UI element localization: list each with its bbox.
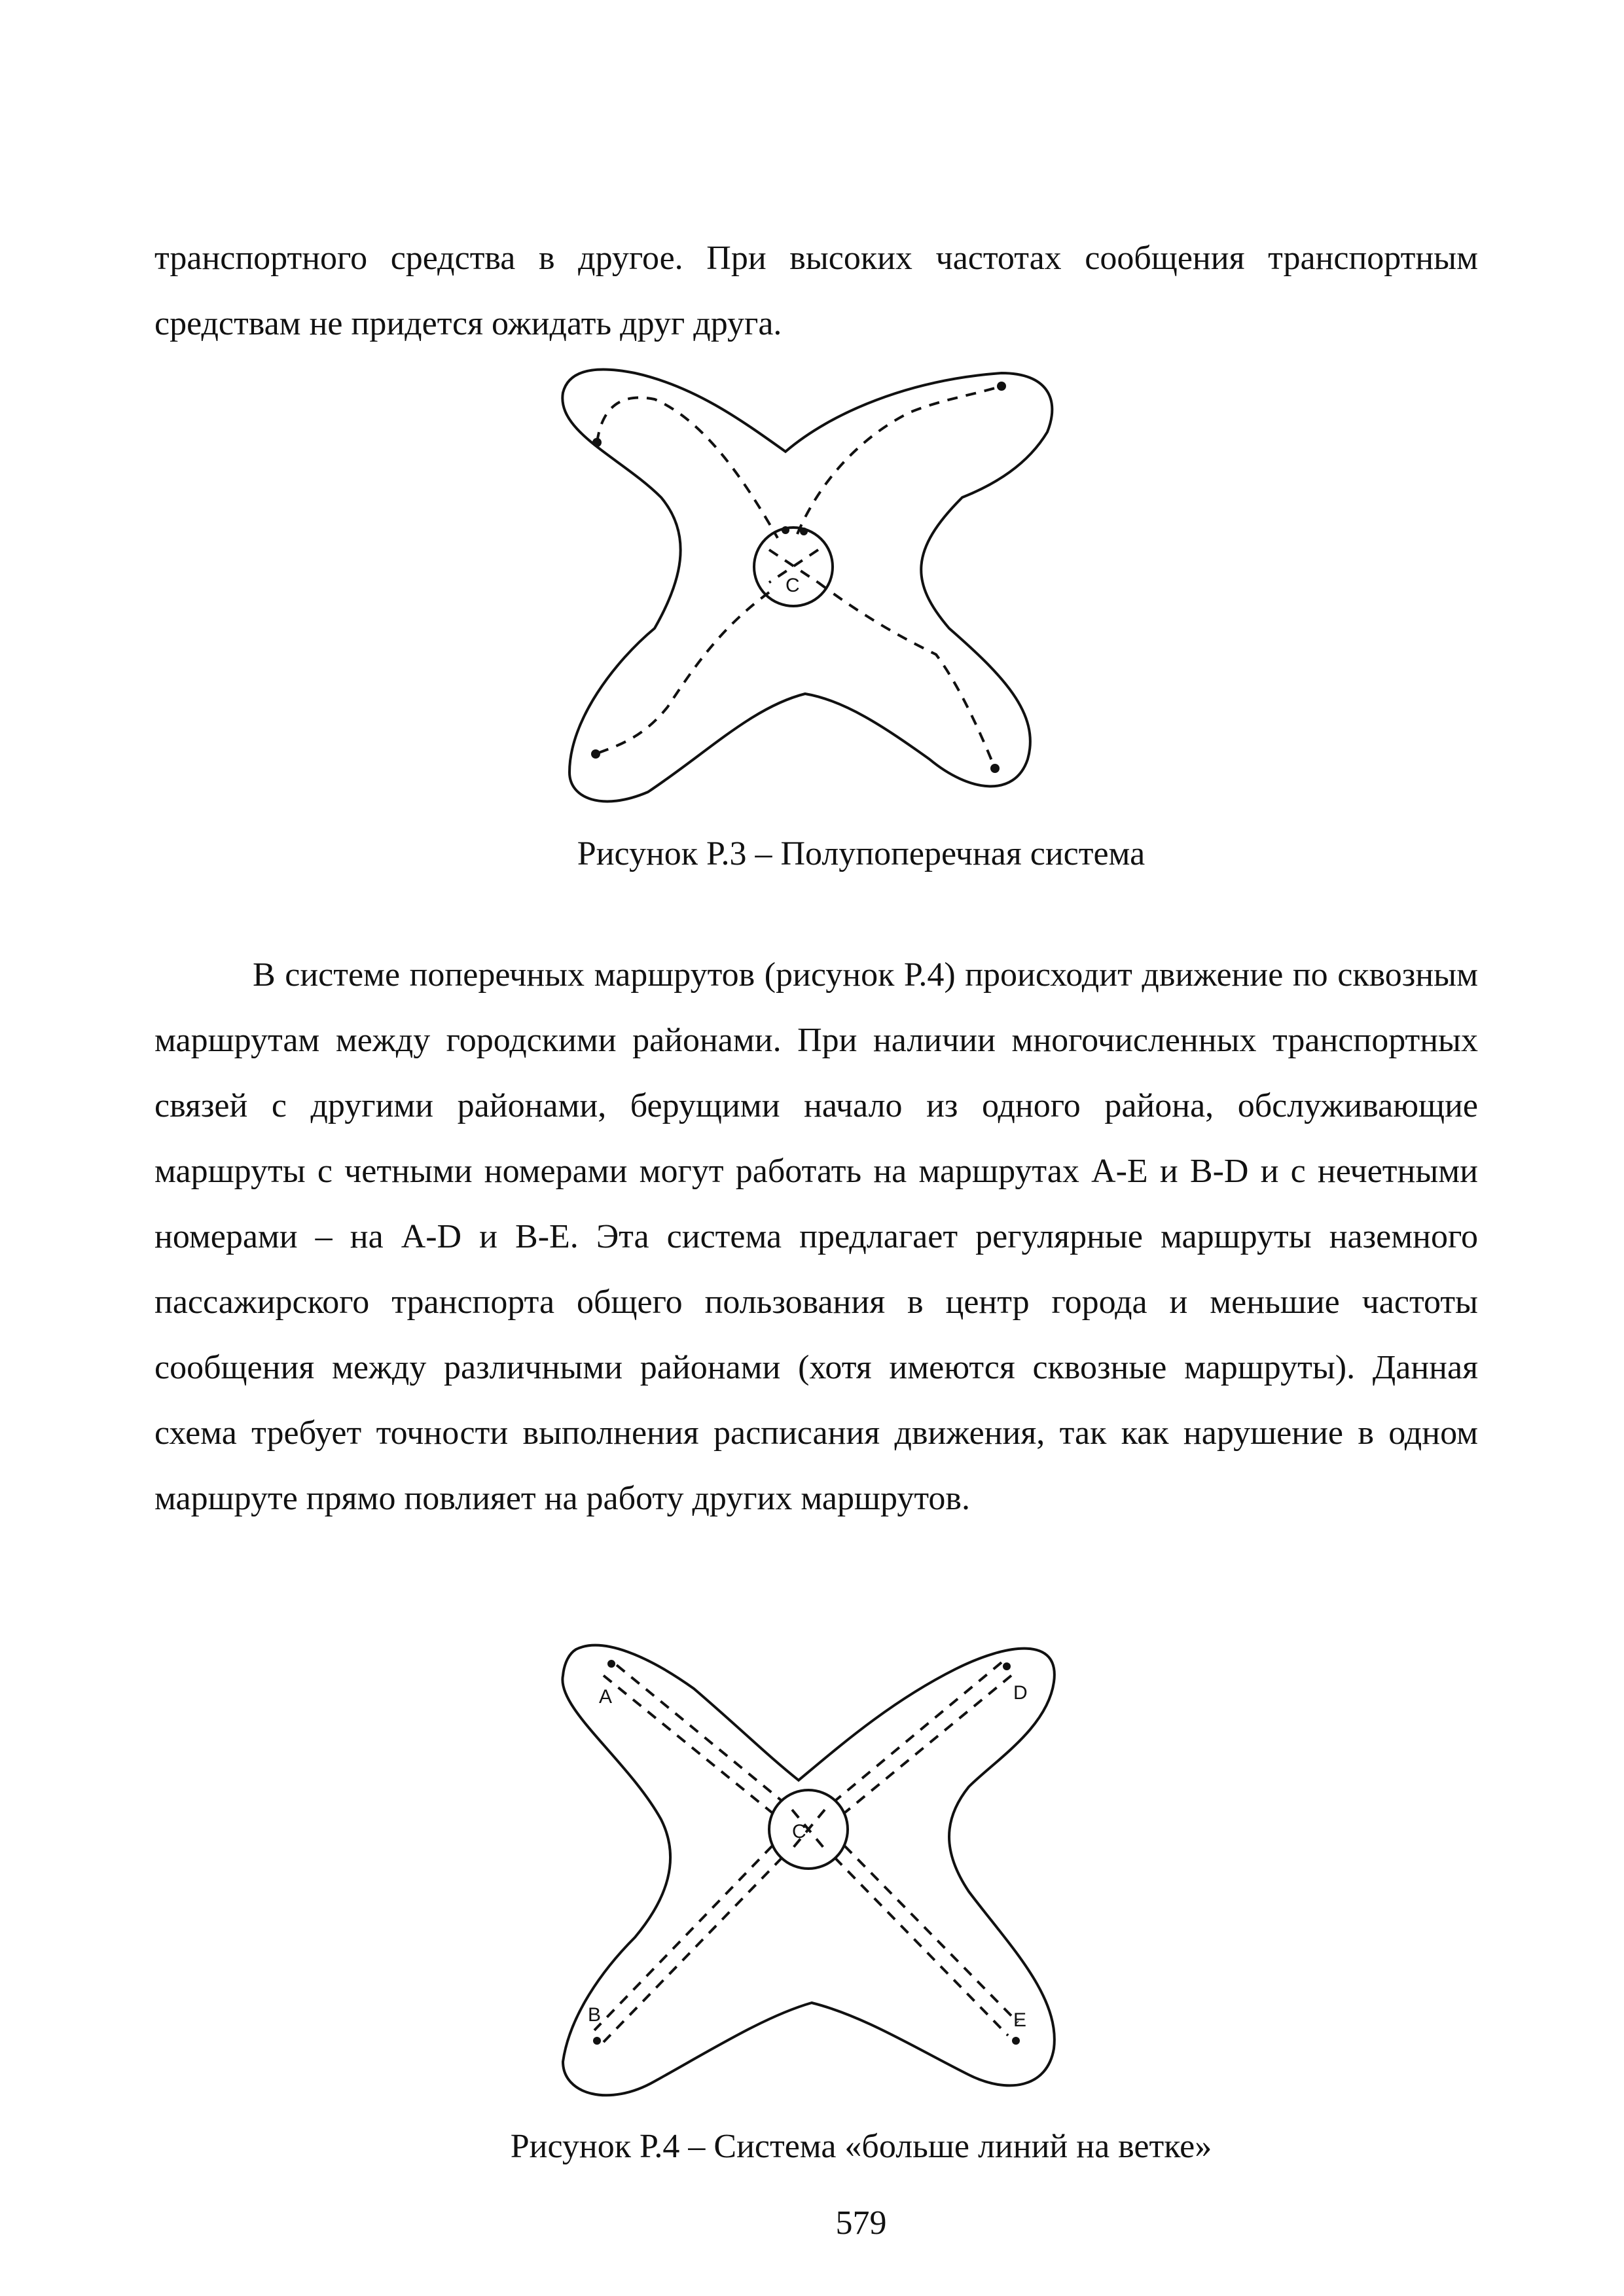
paragraph-main: В системе поперечных маршрутов (рисунок Р.4) происходит движение по сквозным маршрутам между городскими районами. При наличии многочисленных транспортных связей с другими районами, берущими начало из одного района, обслуживающие маршруты с четными номерами могут работать на маршрутах A-E и B-D и с нечетными номерами – на A-D и B-E. Эта система предлагает регулярные маршруты наземного пассажирского транспорта общего пользования в центр города и меньшие частоты сообщения между различными районами (хотя имеются сквозные маршруты). Данная схема требует точности выполнения расписания движения, так как нарушение в одном маршруте прямо повлияет на работу других маршрутов.: [154, 956, 1478, 1517]
hub-stop: [800, 528, 808, 535]
district-label-d: D: [1013, 1682, 1028, 1704]
figure-more-lines-per-branch: [550, 1630, 1074, 2108]
route-b-outer: [604, 1857, 782, 2042]
hub-label: C: [785, 575, 800, 596]
hub-stop: [782, 526, 789, 534]
route-b-inner: [594, 1846, 772, 2030]
route-e-inner: [835, 1857, 1008, 2036]
district-label-a: A: [599, 1686, 613, 1708]
route-a-outer: [604, 1676, 772, 1813]
route-ne: [797, 386, 1001, 534]
district-label-b: B: [588, 2004, 602, 2026]
terminal-stop-a: [607, 1660, 615, 1668]
figure-caption: Рисунок Р.3 – Полупоперечная система: [577, 835, 1146, 872]
route-e-outer: [844, 1846, 1018, 2022]
hub-label: C: [792, 1821, 806, 1842]
terminal-stop: [990, 764, 1000, 773]
route-a-inner: [617, 1665, 782, 1801]
city-outline: [562, 1645, 1054, 2096]
figure-semi-transverse-system: [543, 353, 1067, 812]
route-d-outer: [844, 1676, 1011, 1813]
page-number: 579: [835, 2204, 887, 2242]
route-se: [818, 583, 995, 768]
district-label-e: E: [1013, 2009, 1027, 2031]
terminal-stop-b: [593, 2037, 601, 2045]
terminal-stop: [592, 438, 602, 447]
terminal-stop: [997, 382, 1006, 391]
terminal-stop: [591, 749, 600, 759]
terminal-stop-d: [1003, 1662, 1011, 1670]
terminal-stop-e: [1012, 2037, 1020, 2045]
route-sw: [596, 592, 769, 754]
paragraph-continuation: транспортного средства в другое. При высоких частотах сообщения транспортным средствам не придется ожидать друг друга.: [154, 240, 1478, 342]
figure-caption: Рисунок Р.4 – Система «больше линий на ветке»: [510, 2128, 1212, 2165]
